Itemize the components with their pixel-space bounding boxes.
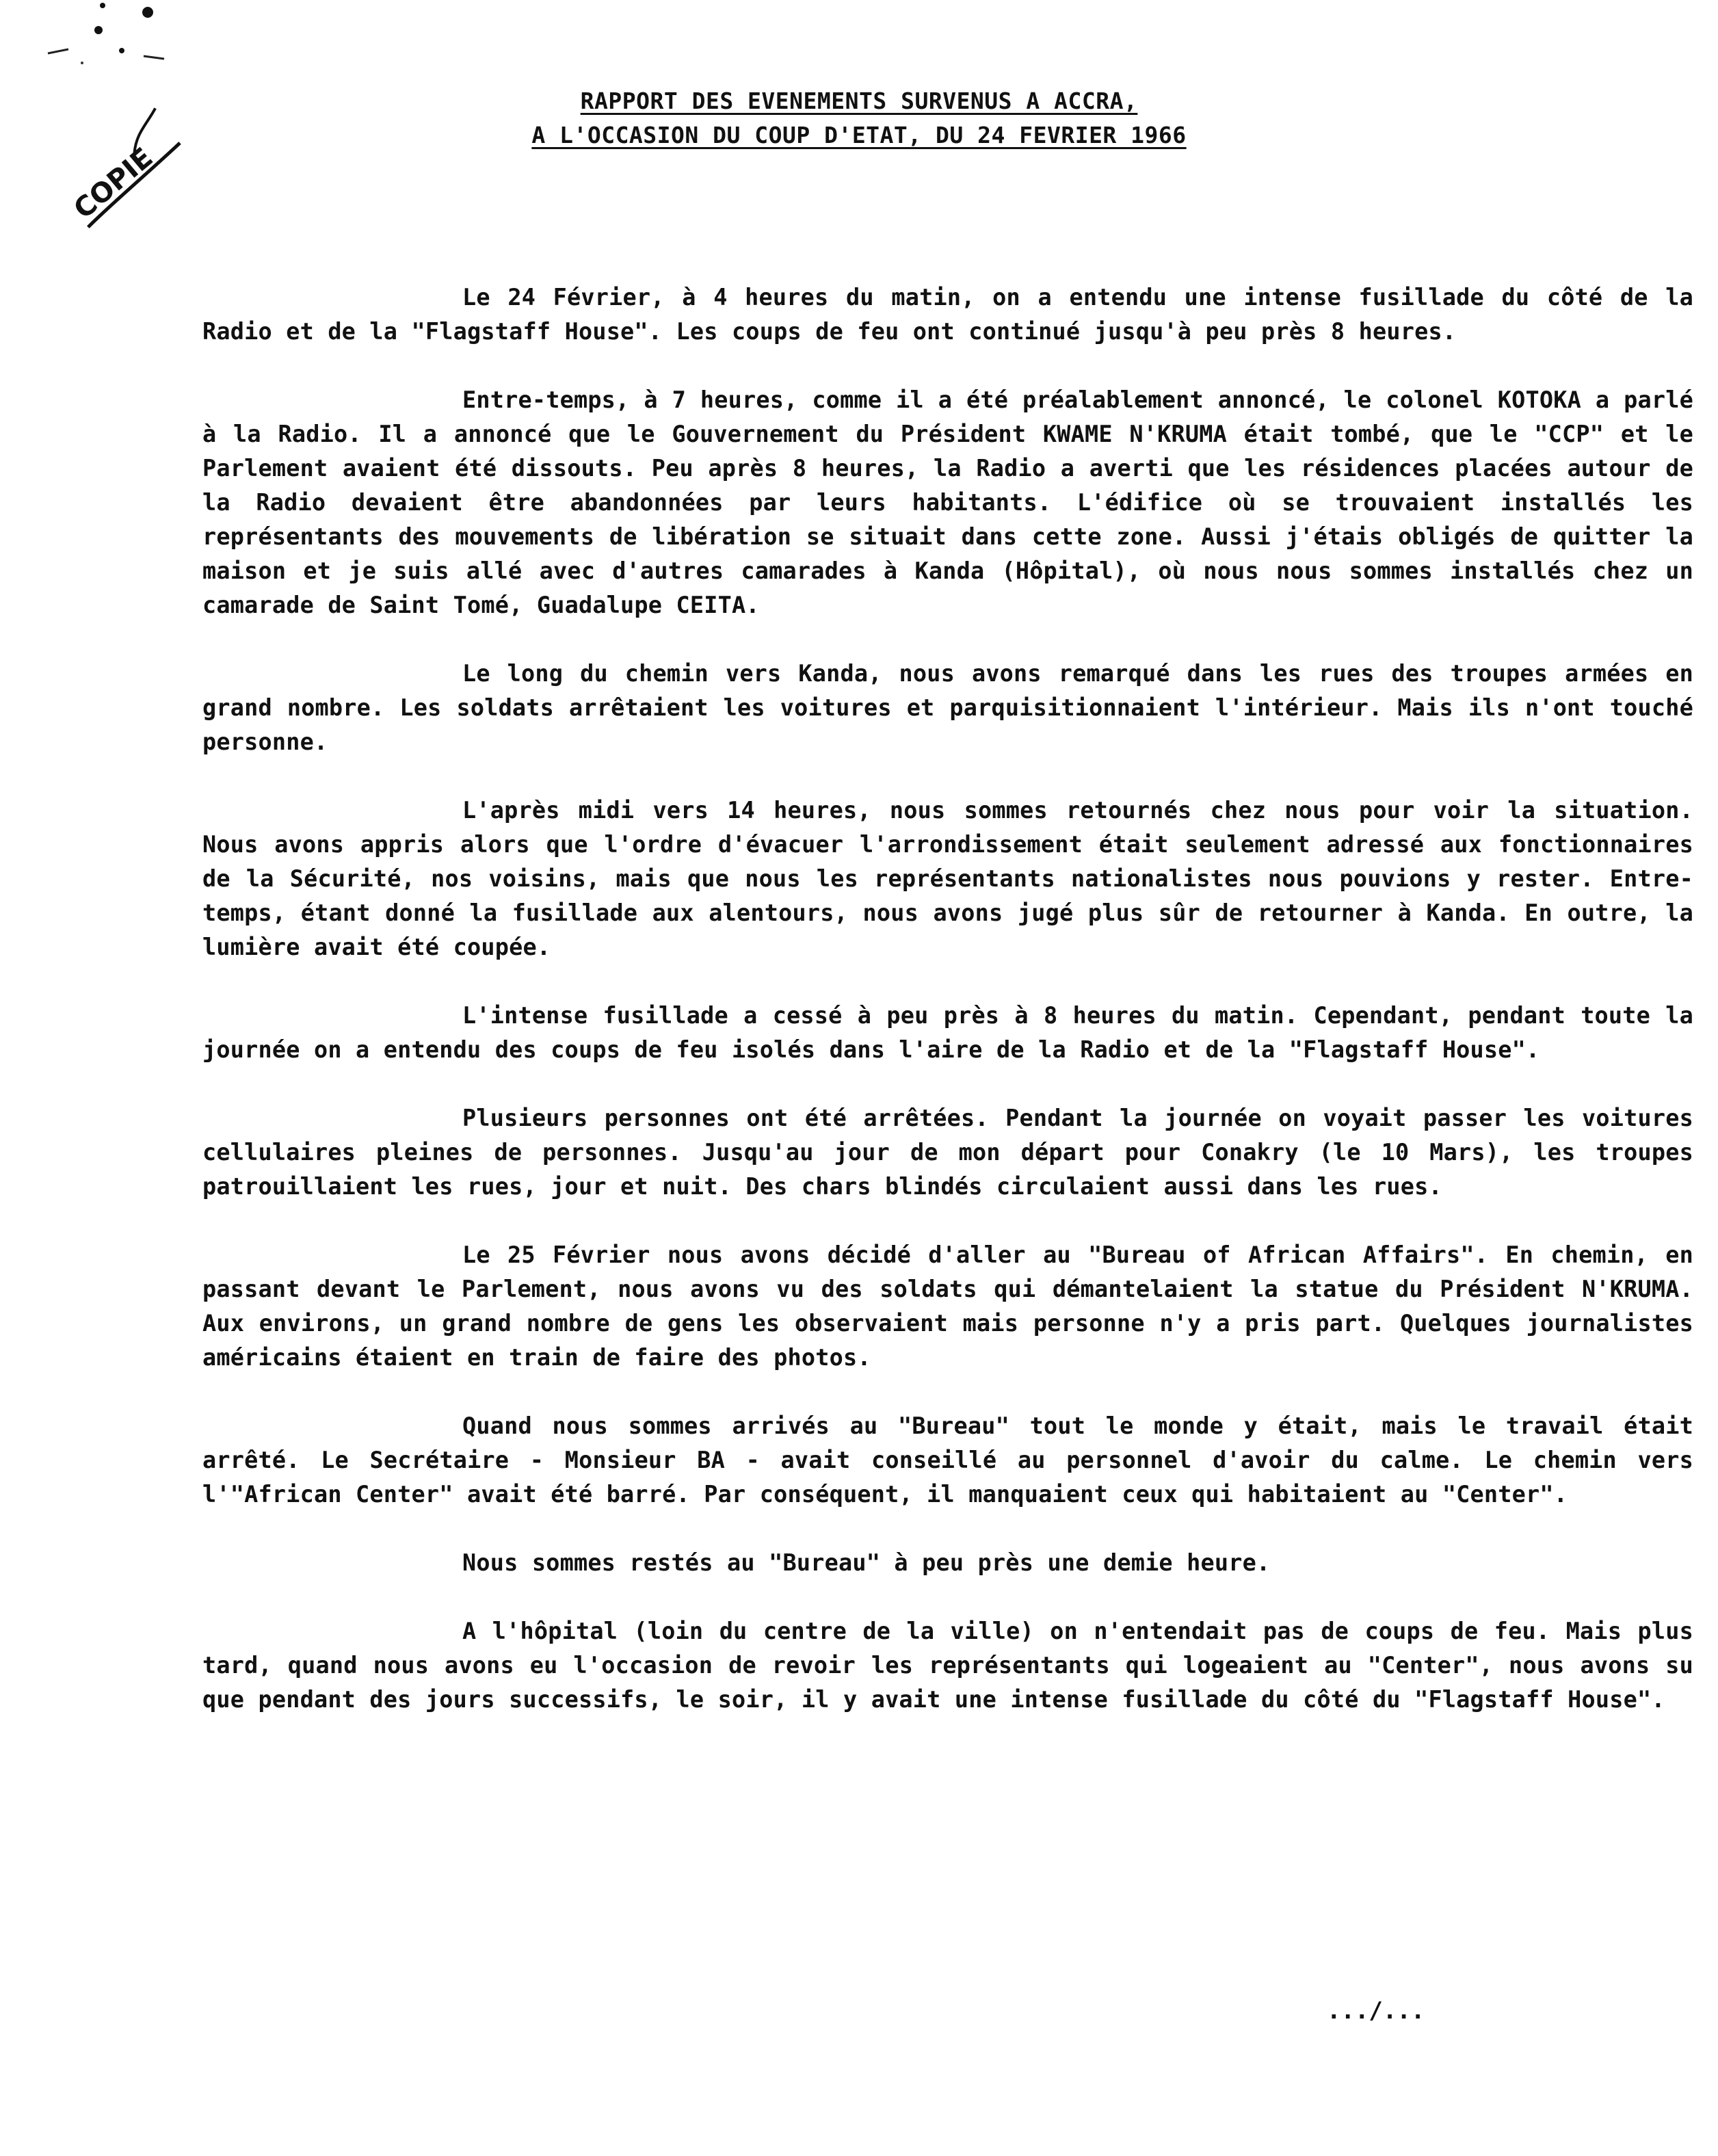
paragraph-5: L'intense fusillade a cessé à peu près à 8 heures du matin. Cependant, pendant toute la journée on a entendu des coups de feu isolés dans l'aire de la Radio et de la "Flagstaff House". bbox=[202, 1002, 1693, 1063]
paragraph-2: Entre-temps, à 7 heures, comme il a été préalablement annoncé, le colonel KOTOKA a parlé à la Radio. Il a annoncé que le Gouvernement du Président KWAME N'KRUMA était tombé, que le "CCP" et le Parlement avaient été dissouts. Peu après 8 heures, la Radio a averti que les résidences placées autour de la Radio devaient être abandonnées par leurs habitants. L'édifice où se trouvaient installés les représentants des mouvements de libération se situait dans cette zone. Aussi j'étais obligés de quitter la maison et je suis allé avec d'autres camarades à Kanda (Hôpital), où nous nous sommes installés chez un camarade de Saint Tomé, Guadalupe CEITA. bbox=[202, 386, 1693, 618]
paragraph-3: Le long du chemin vers Kanda, nous avons remarqué dans les rues des troupes armées en grand nombre. Les soldats arrêtaient les voitures et parquisitionnaient l'intérieur. Mais ils n'ont touché personne. bbox=[202, 660, 1693, 755]
report-body bbox=[202, 280, 1693, 1751]
paragraph-7: Le 25 Février nous avons décidé d'aller au "Bureau of African Affairs". En chemin, en passant devant le Parlement, nous avons vu des soldats qui démantelaient la statue du Président N'KRUMA. Aux environs, un grand nombre de gens les observaient mais personne n'y a pris part. Quelques journalistes américains étaient en train de faire des photos. bbox=[202, 1241, 1693, 1371]
paragraph-9: Nous sommes restés au "Bureau" à peu près une demie heure. bbox=[462, 1549, 1271, 1576]
paragraph-10: A l'hôpital (loin du centre de la ville) on n'entendait pas de coups de feu. Mais plus tard, quand nous avons eu l'occasion de revoir les représentants qui logeaient au "Center", nous avons su que pendant des jours successifs, le soir, il y avait une intense fusillade du côté du "Flagstaff House". bbox=[202, 1618, 1693, 1713]
stamp-lettering: COPIE bbox=[68, 142, 159, 226]
paragraph-8: Quand nous sommes arrivés au "Bureau" tout le monde y était, mais le travail était arrêté. Le Secrétaire - Monsieur BA - avait conseillé au personnel d'avoir du calme. Le chemin vers l'"African Center" avait été barré. Par conséquent, il manquaient ceux qui habitaient au "Center". bbox=[202, 1412, 1693, 1508]
scan-specks bbox=[41, 0, 191, 75]
paragraph-1: Le 24 Février, à 4 heures du matin, on a entendu une intense fusillade du côté de la Radio et de la "Flagstaff House". Les coups de feu ont continué jusqu'à peu près 8 heures. bbox=[202, 284, 1693, 345]
paragraph-6: Plusieurs personnes ont été arrêtées. Pendant la journée on voyait passer les voitures cellulaires pleines de personnes. Jusqu'au jour de mon départ pour Conakry (le 10 Mars), les troupes patrouillaient les rues, jour et nuit. Des chars blindés circulaient aussi dans les rues. bbox=[202, 1105, 1693, 1200]
continuation-mark: .../... bbox=[1327, 1997, 1425, 2025]
paragraph-4: L'après midi vers 14 heures, nous sommes retournés chez nous pour voir la situation. Nous avons appris alors que l'ordre d'évacuer l'arrondissement était seulement adressé aux fonctionnaires de la Sécurité, nos voisins, mais que nous les représentants nationalistes nous pouvions y rester. Entre-temps, étant donné la fusillade aux alentours, nous avons jugé plus sûr de retourner à Kanda. En outre, la lumière avait été coupée. bbox=[202, 797, 1693, 960]
document-title-line-2: A L'OCCASION DU COUP D'ETAT, DU 24 FEVRIER 1966 bbox=[531, 122, 1187, 148]
document-title-line-1: RAPPORT DES EVENEMENTS SURVENUS A ACCRA, bbox=[580, 88, 1138, 114]
